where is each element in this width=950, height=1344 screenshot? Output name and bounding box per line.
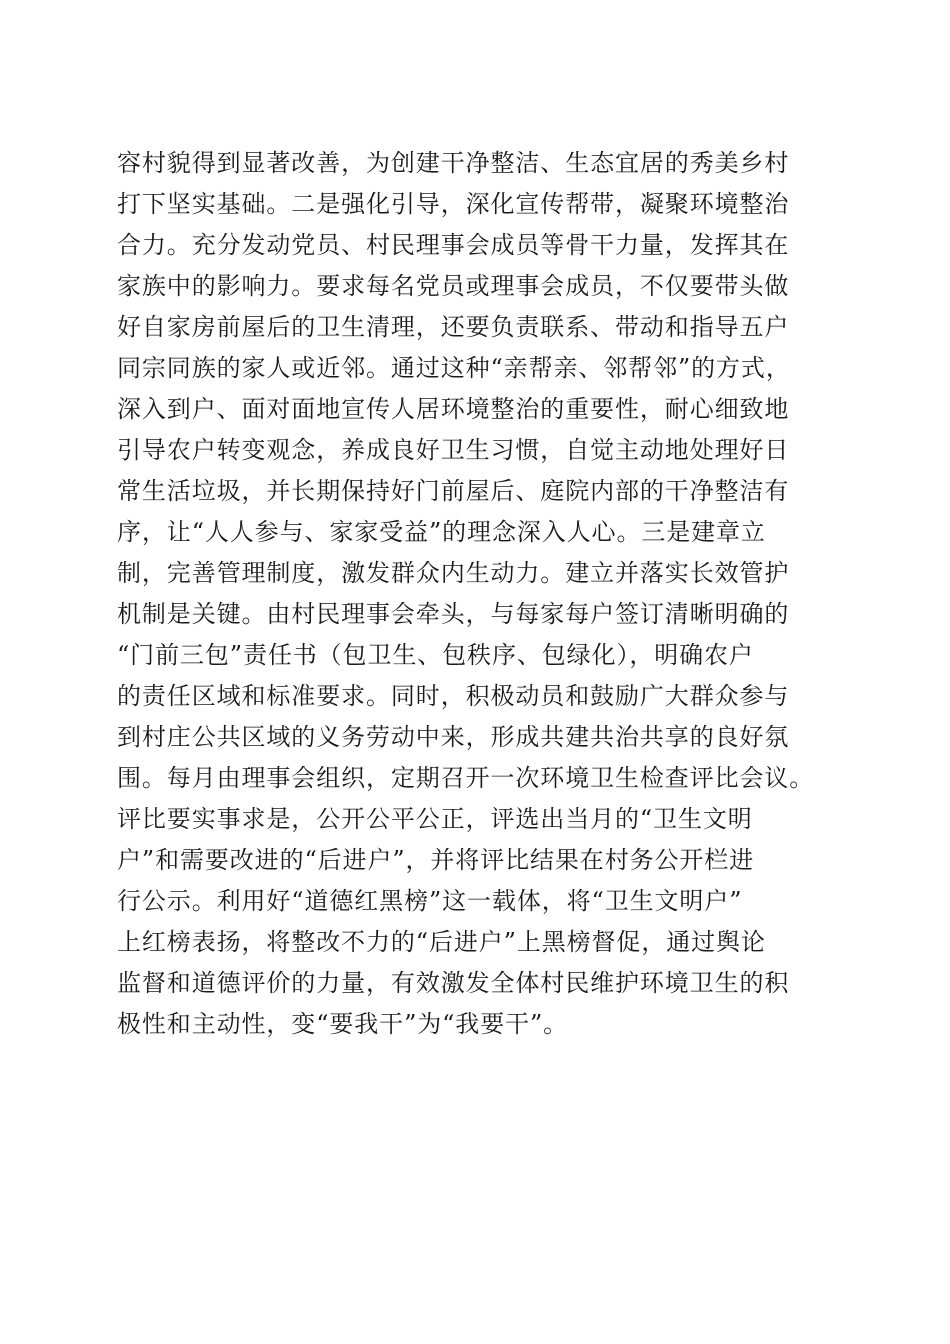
- text-line: 家族中的影响力。要求每名党员或理事会成员，不仅要带头做: [117, 272, 790, 300]
- text-line: 制，完善管理制度，激发群众内生动力。建立并落实长效管护: [117, 559, 790, 587]
- text-line: 同宗同族的家人或近邻。通过这种“亲帮亲、邻帮邻”的方式，: [117, 354, 791, 382]
- text-line: 引导农户转变观念，养成良好卫生习惯，自觉主动地处理好日: [117, 436, 790, 464]
- text-line: 上红榜表扬，将整改不力的“后进户”上黑榜督促，通过舆论: [117, 928, 766, 956]
- text-line: 行公示。利用好“道德红黑榜”这一载体，将“卫生文明户”: [117, 887, 743, 915]
- text-line: 序，让“人人参与、家家受益”的理念深入人心。三是建章立: [117, 518, 766, 546]
- body-paragraph: [117, 143, 847, 1045]
- text-line: 监督和道德评价的力量，有效激发全体村民维护环境卫生的积: [117, 969, 790, 997]
- text-line: 的责任区域和标准要求。同时，积极动员和鼓励广大群众参与: [117, 682, 790, 710]
- text-line: 合力。充分发动党员、村民理事会成员等骨干力量，发挥其在: [117, 231, 790, 259]
- text-line: 容村貌得到显著改善，为创建干净整洁、生态宜居的秀美乡村: [117, 149, 790, 177]
- text-line: 到村庄公共区域的义务劳动中来，形成共建共治共享的良好氛: [117, 723, 790, 751]
- text-line: 评比要实事求是，公开公平公正，评选出当月的“卫生文明: [117, 805, 753, 833]
- text-line: “门前三包”责任书（包卫生、包秩序、包绿化），明确农户: [117, 641, 754, 669]
- text-line: 极性和主动性，变“要我干”为“我要干”。: [117, 1010, 569, 1038]
- text-line: 打下坚实基础。二是强化引导，深化宣传帮带，凝聚环境整治: [117, 190, 790, 218]
- text-line: 机制是关键。由村民理事会牵头，与每家每户签订清晰明确的: [117, 600, 790, 628]
- text-line: 围。每月由理事会组织，定期召开一次环境卫生检查评比会议。: [117, 764, 815, 792]
- text-line: 常生活垃圾，并长期保持好门前屋后、庭院内部的干净整洁有: [117, 477, 790, 505]
- text-line: 深入到户、面对面地宣传人居环境整治的重要性，耐心细致地: [117, 395, 790, 423]
- text-line: 好自家房前屋后的卫生清理，还要负责联系、带动和指导五户: [117, 313, 790, 341]
- text-line: 户”和需要改进的“后进户”，并将评比结果在村务公开栏进: [117, 846, 755, 874]
